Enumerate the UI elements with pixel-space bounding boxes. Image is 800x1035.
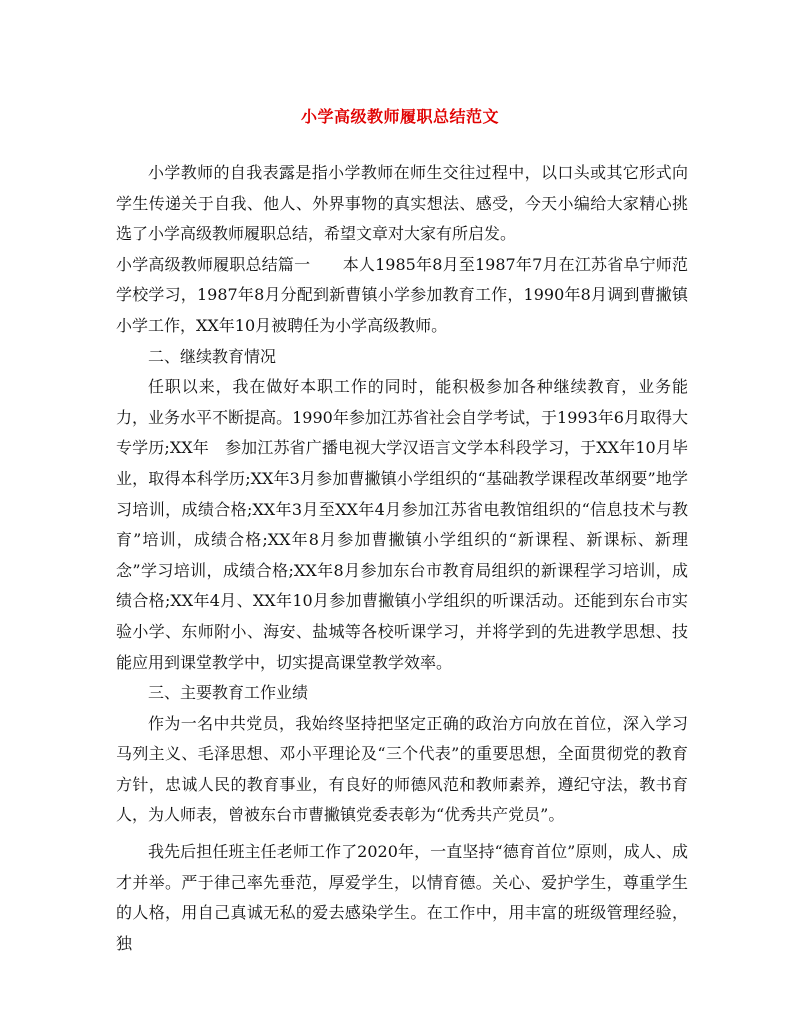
continuing-education-paragraph: 任职以来，我在做好本职工作的同时，能积极参加各种继续教育，业务能力，业务水平不断提高。1990年参加江苏省社会自学考试，于1993年6月取得大专学历;XX年 参加江苏省广播电视大学汉语言文学本科段学习，于XX年10月毕业，取得本科学历;XX年3月参加曹撇镇小学组织的“基础教学课程改革纲要”地学习培训，成绩合格;XX年3月至XX年4月参加江苏省电教馆组织的“信息技术与教育”培训，成绩合格;XX年8月参加曹撇镇小学组织的“新课程、新课标、新理念”学习培训，成绩合格;XX年8月参加东台市教育局组织的新课程学习培训，成绩合格;XX年4月、XX年10月参加曹撇镇小学组织的听课活动。还能到东台市实验小学、东师附小、海安、盐城等各校听课学习，并将学到的先进教学思想、技能应用到课堂教学中，切实提高课堂教学效率。 [116,377,688,672]
heading-continuing-education: 二、继续教育情况 [148,346,277,366]
heading-main-achievements: 三、主要教育工作业绩 [148,683,309,703]
section-one-paragraph: 小学高级教师履职总结篇一 本人1985年8月至1987年7月在江苏省阜宁师范学校学习，1987年8月分配到新曹镇小学参加教育工作，1990年8月调到曹撇镇小学工作，XX年10月被聘任为小学高级教师。 [116,254,688,335]
head-teacher-paragraph: 我先后担任班主任老师工作了2020年，一直坚持“德育首位”原则，成人、成才并举。严于律己率先垂范，厚爱学生，以情育德。关心、爱护学生，尊重学生的人格，用自己真诚无私的爱去感染学生。在工作中，用丰富的班级管理经验，独 [116,842,688,953]
party-member-paragraph: 作为一名中共党员，我始终坚持把坚定正确的政治方向放在首位，深入学习马列主义、毛泽思想、邓小平理论及“三个代表”的重要思想，全面贯彻党的教育方针，忠诚人民的教育事业，有良好的师德风范和教师素养，遵纪守法，教书育人，为人师表，曾被东台市曹撇镇党委表彰为“优秀共产党员”。 [116,713,688,825]
document-body [116,158,688,959]
intro-paragraph: 小学教师的自我表露是指小学教师在师生交往过程中，以口头或其它形式向学生传递关于自我、他人、外界事物的真实想法、感受，今天小编给大家精心挑选了小学高级教师履职总结，希望文章对大家有所启发。 [116,163,688,244]
document-title: 小学高级教师履职总结范文 [300,107,499,126]
